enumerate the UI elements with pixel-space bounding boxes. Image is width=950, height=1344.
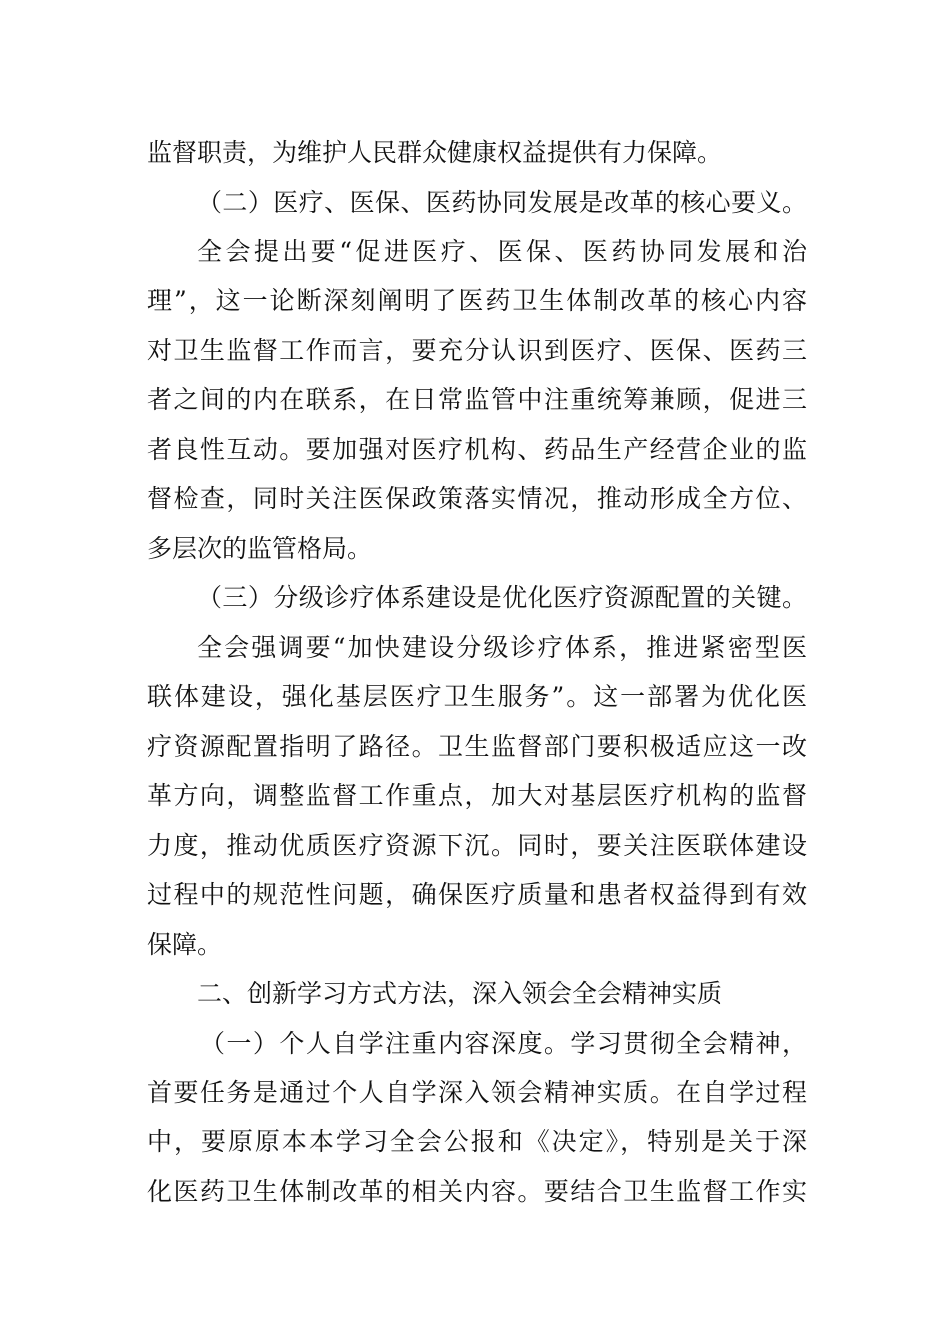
body-text-line: 全会强调要“加快建设分级诊疗体系，推进紧密型医 <box>197 633 807 662</box>
body-text-line: 过程中的规范性问题，确保医疗质量和患者权益得到有效 <box>147 880 807 909</box>
subheading-2: （二）医疗、医保、医药协同发展是改革的核心要义。 <box>197 188 807 217</box>
body-text-line: 保障。 <box>147 930 223 959</box>
body-text-line: 者之间的内在联系，在日常监管中注重统筹兼顾，促进三 <box>147 385 807 414</box>
subheading-1: （一）个人自学注重内容深度。学习贯彻全会精神， <box>200 1029 807 1058</box>
section-heading: 二、创新学习方式方法，深入领会全会精神实质 <box>197 979 723 1008</box>
body-text-line: 理”，这一论断深刻阐明了医药卫生体制改革的核心内容 <box>147 286 807 315</box>
body-text-line: 中，要原原本本学习全会公报和《决定》，特别是关于深 <box>147 1127 807 1156</box>
body-text-line: 联体建设，强化基层医疗卫生服务”。这一部署为优化医 <box>147 682 807 711</box>
body-text-line: 多层次的监管格局。 <box>147 534 373 563</box>
body-text-line: 全会提出要“促进医疗、医保、医药协同发展和治 <box>197 237 807 266</box>
body-text-line: 革方向，调整监督工作重点，加大对基层医疗机构的监督 <box>147 781 807 810</box>
body-text-line: 对卫生监督工作而言，要充分认识到医疗、医保、医药三 <box>147 336 807 365</box>
body-text-line: 力度，推动优质医疗资源下沉。同时，要关注医联体建设 <box>147 831 807 860</box>
subheading-3: （三）分级诊疗体系建设是优化医疗资源配置的关键。 <box>197 583 807 612</box>
body-text-line: 化医药卫生体制改革的相关内容。要结合卫生监督工作实 <box>147 1177 807 1206</box>
body-text-line: 者良性互动。要加强对医疗机构、药品生产经营企业的监 <box>147 435 807 464</box>
body-text-line: 监督职责，为维护人民群众健康权益提供有力保障。 <box>147 138 723 167</box>
body-text-line: 督检查，同时关注医保政策落实情况，推动形成全方位、 <box>147 484 807 513</box>
body-text-line: 疗资源配置指明了路径。卫生监督部门要积极适应这一改 <box>147 732 807 761</box>
body-text-line: 首要任务是通过个人自学深入领会精神实质。在自学过程 <box>147 1078 807 1107</box>
